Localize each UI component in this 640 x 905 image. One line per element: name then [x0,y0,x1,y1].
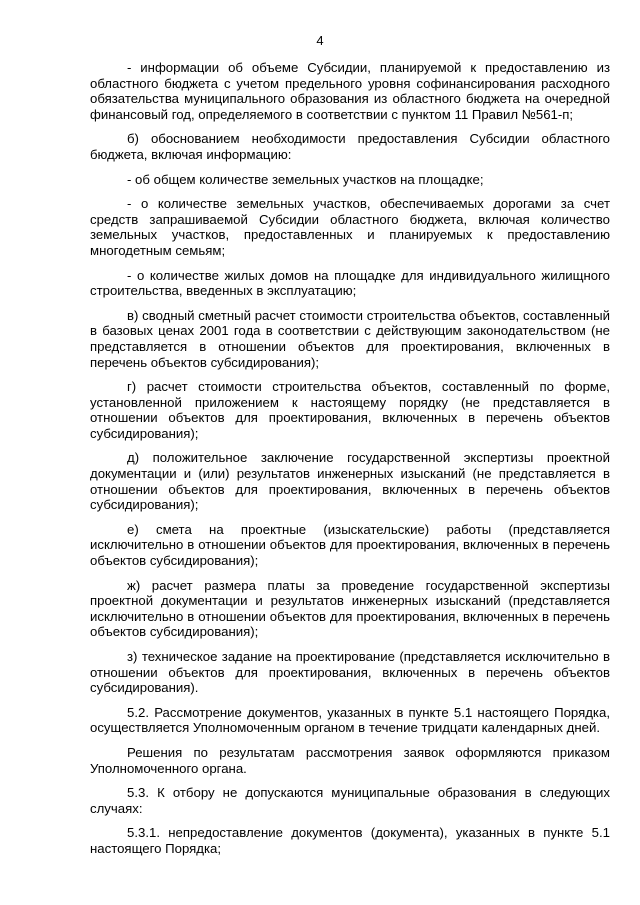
paragraph-info-subsidy-volume: - информации об объеме Субсидии, планируемой к предоставлению из областного бюджета с учетом предельного уровня софинансирования расходного обязательства муниципального образования из областного бюджета на очередной финансовый год, определяемого в соответствии с пунктом 11 Правил №561-п; [90,60,610,122]
paragraph-land-plots-roads: - о количестве земельных участков, обеспечиваемых дорогами за счет средств запрашиваемой Субсидии областного бюджета, включая количество земельных участков, предоставленных и планируемых к предоставлению многодетным семьям; [90,196,610,258]
paragraph-5-2: 5.2. Рассмотрение документов, указанных в пункте 5.1 настоящего Порядка, осуществляется Уполномоченным органом в течение тридцати календарных дней. [90,704,610,736]
paragraph-5-3: 5.3. К отбору не допускаются муниципальные образования в следующих случаях: [90,785,610,816]
document-body [90,60,610,866]
paragraph-decisions: Решения по результатам рассмотрения заявок оформляются приказом Уполномоченного органа. [90,744,610,776]
paragraph-5-3-1: 5.3.1. непредоставление документов (документа), указанных в пункте 5.1 настоящего Порядка; [90,825,610,856]
paragraph-v-estimate: в) сводный сметный расчет стоимости строительства объектов, составленный в базовых ценах 2001 года в соответствии с действующим законодательством (не представляется в отношении объектов для проектирования, включенных в перечень объектов субсидирования); [90,307,610,370]
page-number: 4 [316,33,324,48]
paragraph-e-design-estimate: е) смета на проектные (изыскательские) работы (представляется исключительно в отношении объектов для проектирования, включенных в перечень объектов субсидирования); [90,521,610,569]
paragraph-land-plots-total: - об общем количестве земельных участков на площадке; [127,171,484,187]
paragraph-z-technical-task: з) техническое задание на проектирование (представляется исключительно в отношении объектов для проектирования, включенных в перечень объектов субсидирования). [90,649,610,696]
paragraph-b-justification: б) обоснованием необходимости предоставления Субсидии областного бюджета, включая информацию: [90,131,610,162]
paragraph-d-expertise-conclusion: д) положительное заключение государственной экспертизы проектной документации и (или) результатов инженерных изысканий (не представляется в отношении объектов для проектирования, включенных в перечень объектов субсидирования); [90,450,610,513]
paragraph-zh-expertise-fee: ж) расчет размера платы за проведение государственной экспертизы проектной документации и результатов инженерных изысканий (представляется исключительно в отношении объектов для проектирования, включенных в перечень объектов субсидирования); [90,577,610,640]
paragraph-g-cost-calculation: г) расчет стоимости строительства объектов, составленный по форме, установленной приложением к настоящему порядку (не представляется в отношении объектов для проектирования, включенных в перечень объектов субсидирования); [90,379,610,441]
paragraph-houses-count: - о количестве жилых домов на площадке для индивидуального жилищного строительства, введенных в эксплуатацию; [90,267,610,299]
